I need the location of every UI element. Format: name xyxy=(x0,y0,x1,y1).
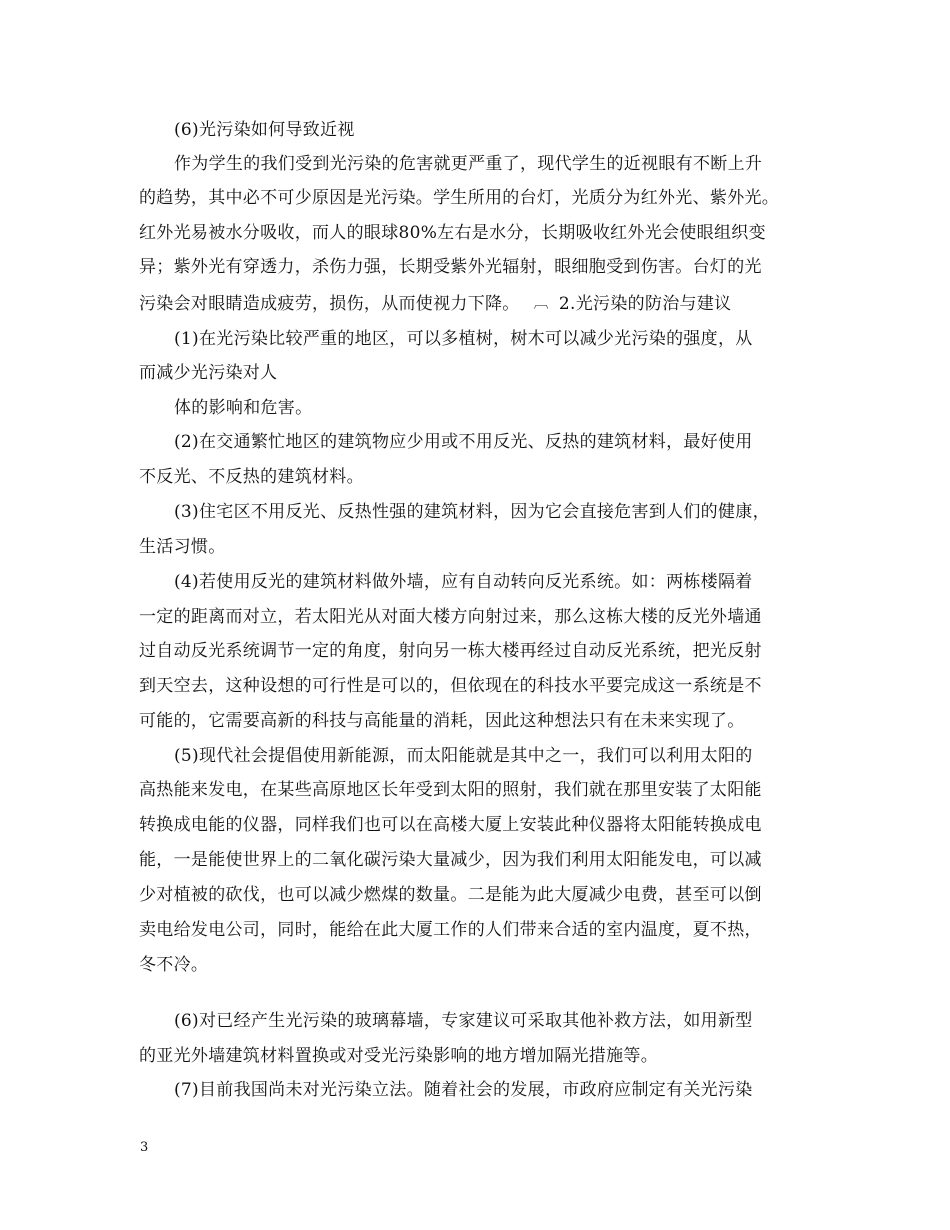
paragraph-line: 红外光易被水分吸收，而人的眼球80%左右是水分，长期吸收红外光会使眼组织变 xyxy=(139,223,766,243)
paragraph-line: (2)在交通繁忙地区的建筑物应少用或不用反光、反热的建筑材料，最好使用 xyxy=(174,432,753,452)
paragraph-line: 的亚光外墙建筑材料置换或对受光污染影响的地方增加隔光措施等。 xyxy=(139,1046,658,1066)
paragraph-line: 污染会对眼睛造成疲劳，损伤，从而使视力下降。 xyxy=(139,294,520,314)
paragraph-line: 少对植被的砍伐，也可以减少燃煤的数量。二是能为此大厦减少电费，甚至可以倒 xyxy=(139,885,762,905)
paragraph-line: (1)在光污染比较严重的地区，可以多植树，树木可以减少光污染的强度，从 xyxy=(174,329,753,349)
paragraph-line: 过自动反光系统调节一定的角度，射向另一栋大楼再经过自动反光系统，把光反射 xyxy=(139,641,762,661)
page-number: 3 xyxy=(140,1140,149,1155)
paragraph-line: 高热能来发电，在某些高原地区长年受到太阳的照射，我们就在那里安装了太阳能 xyxy=(139,780,762,800)
paragraph-line-with-heading xyxy=(139,291,731,315)
paragraph-line: (4)若使用反光的建筑材料做外墙，应有自动转向反光系统。如：两栋楼隔着 xyxy=(174,572,753,592)
paragraph-line: 不反光、不反热的建筑材料。 xyxy=(139,467,364,487)
paragraph-line: (3)住宅区不用反光、反热性强的建筑材料，因为它会直接危害到人们的健康， xyxy=(174,502,770,522)
paragraph-line: 到天空去，这种设想的可行性是可以的，但依现在的科技水平要完成这一系统是不 xyxy=(139,676,762,696)
heading-6: (6)光污染如何导致近视 xyxy=(174,120,355,140)
paragraph-line: 转换成电能的仪器，同样我们也可以在高楼大厦上安装此种仪器将太阳能转换成电 xyxy=(139,815,762,835)
paragraph-line: 作为学生的我们受到光污染的危害就更严重了，现代学生的近视眼有不断上升 xyxy=(174,154,763,174)
paragraph-line: (7)目前我国尚未对光污染立法。随着社会的发展，市政府应制定有关光污染 xyxy=(174,1080,753,1100)
paragraph-line: 可能的，它需要高新的科技与高能量的消耗，因此这种想法只有在未来实现了。 xyxy=(139,711,745,731)
paragraph-line: 一定的距离而对立，若太阳光从对面大楼方向射过来，那么这栋大楼的反光外墙通 xyxy=(139,607,762,627)
paragraph-line: (6)对已经产生光污染的玻璃幕墙，专家建议可采取其他补救方法，如用新型 xyxy=(174,1011,753,1031)
paragraph-line: 生活习惯。 xyxy=(139,537,226,557)
paragraph-line: 异；紫外光有穿透力，杀伤力强，长期受紫外光辐射，眼细胞受到伤害。台灯的光 xyxy=(139,257,762,277)
paragraph-line: 能，一是能使世界上的二氧化碳污染大量减少，因为我们利用太阳能发电，可以减 xyxy=(139,850,762,870)
paragraph-line: 的趋势，其中必不可少原因是光污染。学生所用的台灯，光质分为红外光、紫外光。 xyxy=(139,188,780,208)
paragraph-line: 体的影响和危害。 xyxy=(174,398,313,418)
paragraph-line: 而减少光污染对人 xyxy=(139,363,278,383)
bracket-mark-icon: ︹ xyxy=(533,293,549,311)
paragraph-line: 卖电给发电公司，同时，能给在此大厦工作的人们带来合适的室内温度，夏不热， xyxy=(139,920,762,940)
section-heading-2: 2.光污染的防治与建议 xyxy=(558,294,732,314)
paragraph-line: (5)现代社会提倡使用新能源，而太阳能就是其中之一，我们可以利用太阳的 xyxy=(174,746,753,766)
paragraph-line: 冬不冷。 xyxy=(139,955,209,975)
